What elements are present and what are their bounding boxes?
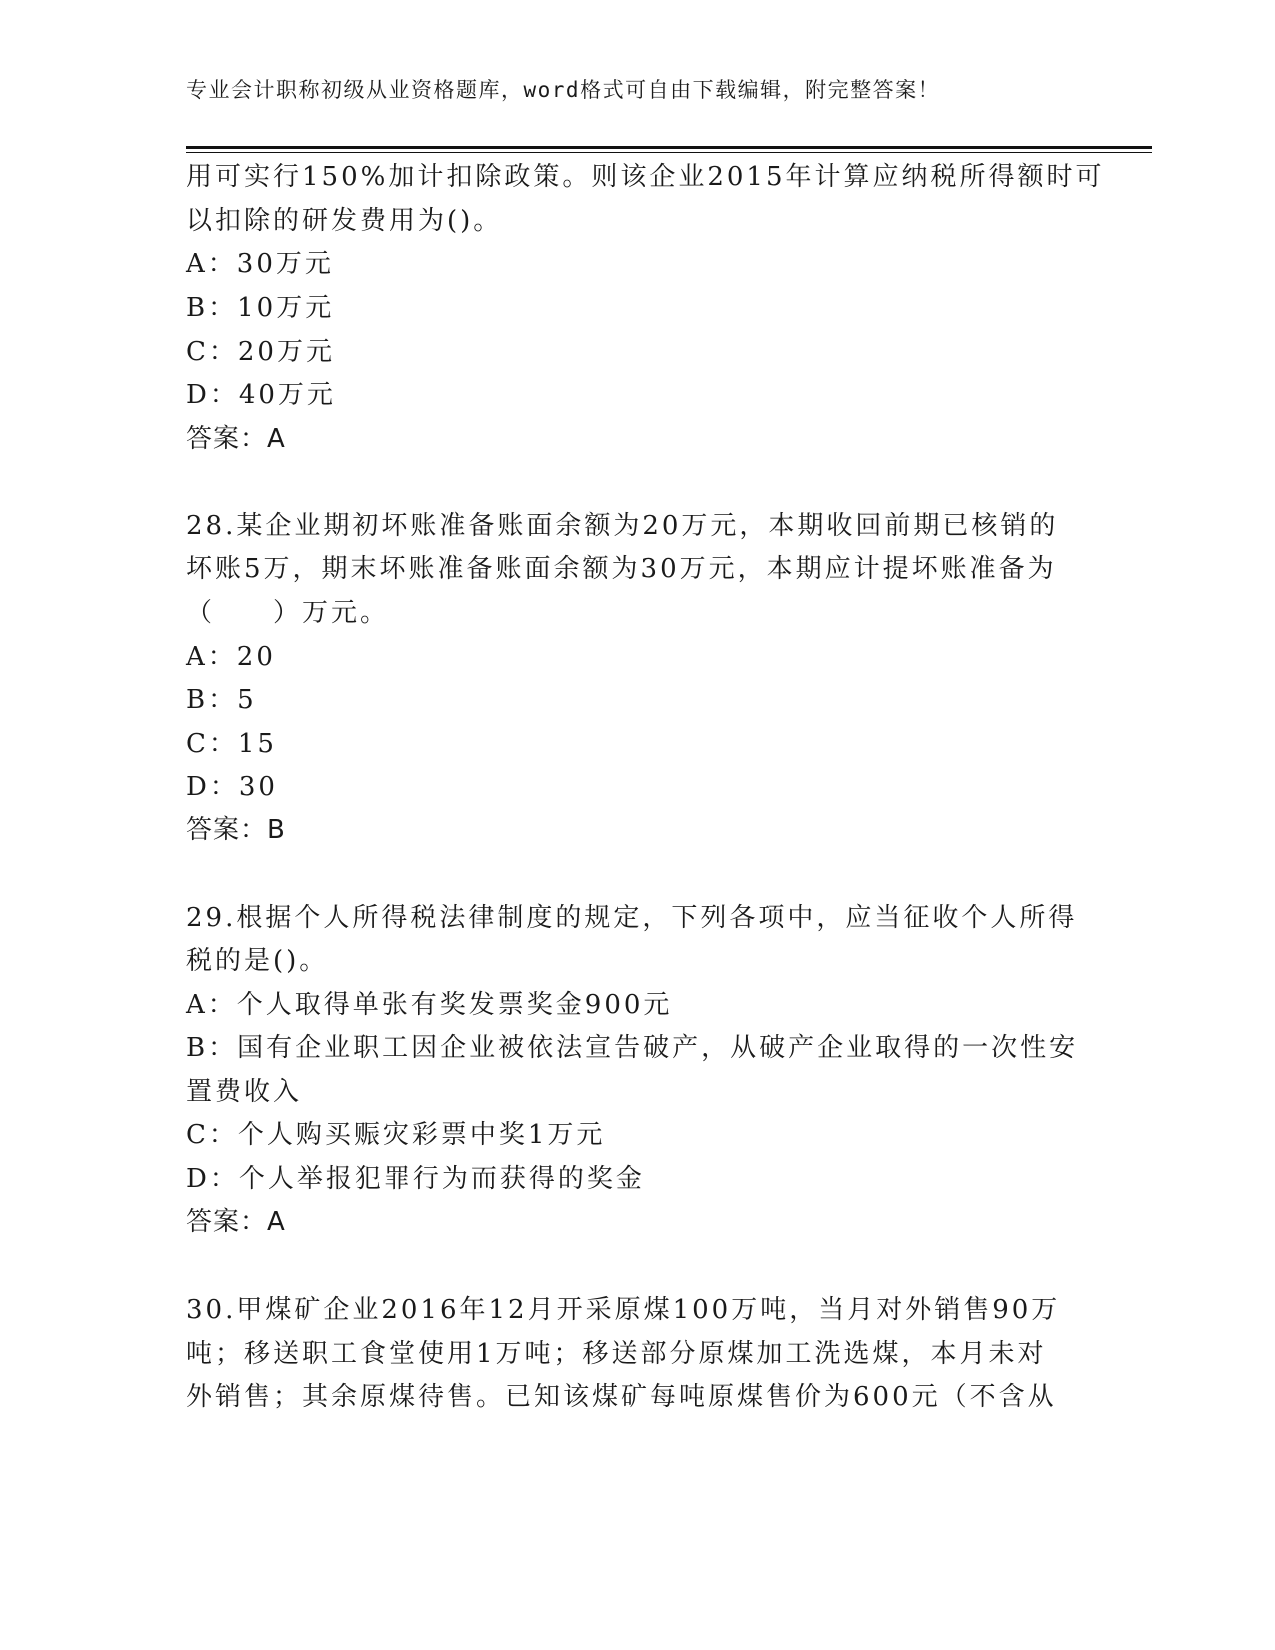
page-header: 专业会计职称初级从业资格题库，word格式可自由下载编辑，附完整答案！ bbox=[186, 78, 941, 102]
question-28-text-line-2: 坏账5万，期末坏账准备账面余额为30万元，本期应计提坏账准备为 bbox=[186, 554, 1057, 584]
question-28-option-d: D：30 bbox=[186, 772, 278, 802]
question-29-option-c: C：个人购买赈灾彩票中奖1万元 bbox=[186, 1120, 606, 1150]
question-29-option-b-cont: 置费收入 bbox=[186, 1077, 303, 1107]
question-29-answer: 答案：A bbox=[186, 1207, 286, 1237]
question-27-option-a: A：30万元 bbox=[186, 249, 334, 279]
question-28-text-line-3: （ ）万元。 bbox=[186, 598, 390, 628]
question-27-answer: 答案：A bbox=[186, 424, 286, 454]
question-29-option-a: A：个人取得单张有奖发票奖金900元 bbox=[186, 990, 673, 1020]
question-28-option-b: B：5 bbox=[186, 685, 257, 715]
question-27-option-b: B：10万元 bbox=[186, 293, 335, 323]
question-29-text-line-2: 税的是()。 bbox=[186, 946, 329, 976]
question-29-text-line-1: 29.根据个人所得税法律制度的规定，下列各项中，应当征收个人所得 bbox=[186, 903, 1078, 933]
question-30-text-line-2: 吨；移送职工食堂使用1万吨；移送部分原煤加工洗选煤，本月未对 bbox=[186, 1339, 1047, 1369]
question-27-text-line-1: 用可实行150%加计扣除政策。则该企业2015年计算应纳税所得额时可 bbox=[186, 162, 1105, 192]
question-27-option-d: D：40万元 bbox=[186, 380, 336, 410]
question-30-text-line-1: 30.甲煤矿企业2016年12月开采原煤100万吨，当月对外销售90万 bbox=[186, 1295, 1061, 1325]
question-27-text-line-2: 以扣除的研发费用为()。 bbox=[186, 206, 503, 236]
question-30-text-line-3: 外销售；其余原煤待售。已知该煤矿每吨原煤售价为600元（不含从 bbox=[186, 1382, 1057, 1412]
question-29-option-b: B：国有企业职工因企业被依法宣告破产，从破产企业取得的一次性安 bbox=[186, 1033, 1079, 1063]
header-rule-thick bbox=[186, 146, 1152, 149]
header-rule-thin bbox=[186, 152, 1152, 153]
question-28-answer: 答案：B bbox=[186, 815, 286, 845]
question-28-option-c: C：15 bbox=[186, 729, 277, 759]
question-29-option-d: D：个人举报犯罪行为而获得的奖金 bbox=[186, 1164, 645, 1194]
question-28-text-line-1: 28.某企业期初坏账准备账面余额为20万元，本期收回前期已核销的 bbox=[186, 511, 1059, 541]
question-27-option-c: C：20万元 bbox=[186, 337, 335, 367]
question-28-option-a: A：20 bbox=[186, 642, 276, 672]
